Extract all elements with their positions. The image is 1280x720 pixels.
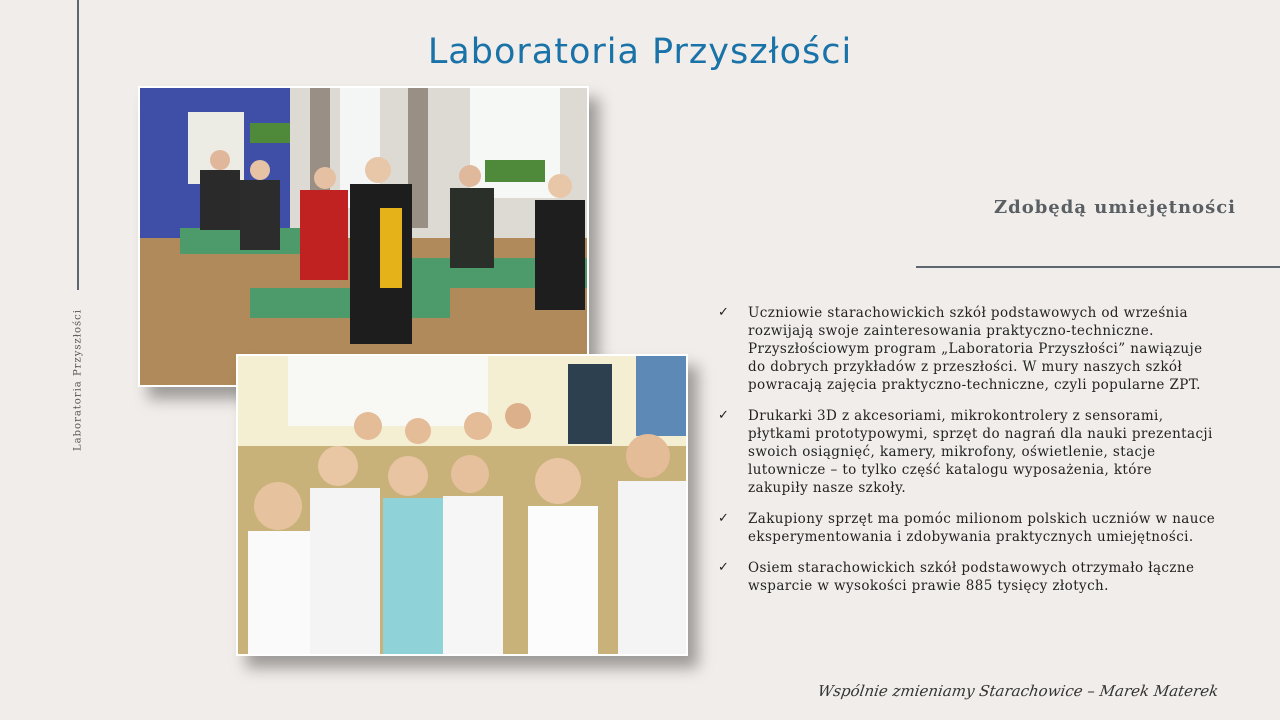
bullet-item (716, 510, 1216, 546)
check-icon: ✓ (718, 560, 730, 575)
section-subtitle: Zdobędą umiejętności (993, 197, 1236, 218)
classroom-photo-older-students (138, 86, 589, 387)
footer-signature: Wspólnie zmieniamy Starachowice – Marek Materek (816, 682, 1220, 700)
bullet-text: Zakupiony sprzęt ma pomóc milionom polskich uczniów w nauce eksperymentowania i zdobywania praktycznych umiejętności. (748, 511, 1216, 545)
check-icon: ✓ (718, 511, 730, 526)
slide-title: Laboratoria Przyszłości (427, 32, 853, 72)
bullet-text: Uczniowie starachowickich szkół podstawowych od września rozwijają swoje zainteresowania praktyczno-techniczne. Przyszłościowym program „Laboratoria Przyszłości” nawiązuje do dobrych przykładów z przeszłości. W mury naszych szkół powracają zajęcia praktyczno-techniczne, czyli popularne ZPT. (748, 305, 1203, 393)
bullet-text: Osiem starachowickich szkół podstawowych otrzymało łączne wsparcie w wysokości prawie 885 tysięcy złotych. (748, 560, 1195, 594)
bullet-list (716, 304, 1216, 608)
side-label: Laboratoria Przyszłości (72, 309, 84, 451)
check-icon: ✓ (718, 305, 730, 320)
horizontal-rule (916, 266, 1280, 268)
classroom-photo-younger-students (236, 354, 688, 656)
bullet-item (716, 407, 1216, 497)
bullet-text: Drukarki 3D z akcesoriami, mikrokontrolery z sensorami, płytkami prototypowymi, sprzęt do nagrań dla nauki prezentacji swoich osiągnięć, kamery, mikrofony, oświetlenie, stacje lutownicze – to tylko część katalogu wyposażenia, które zakupiły nasze szkoły. (748, 408, 1213, 496)
check-icon: ✓ (718, 408, 730, 423)
bullet-item (716, 304, 1216, 394)
bullet-item (716, 559, 1216, 595)
